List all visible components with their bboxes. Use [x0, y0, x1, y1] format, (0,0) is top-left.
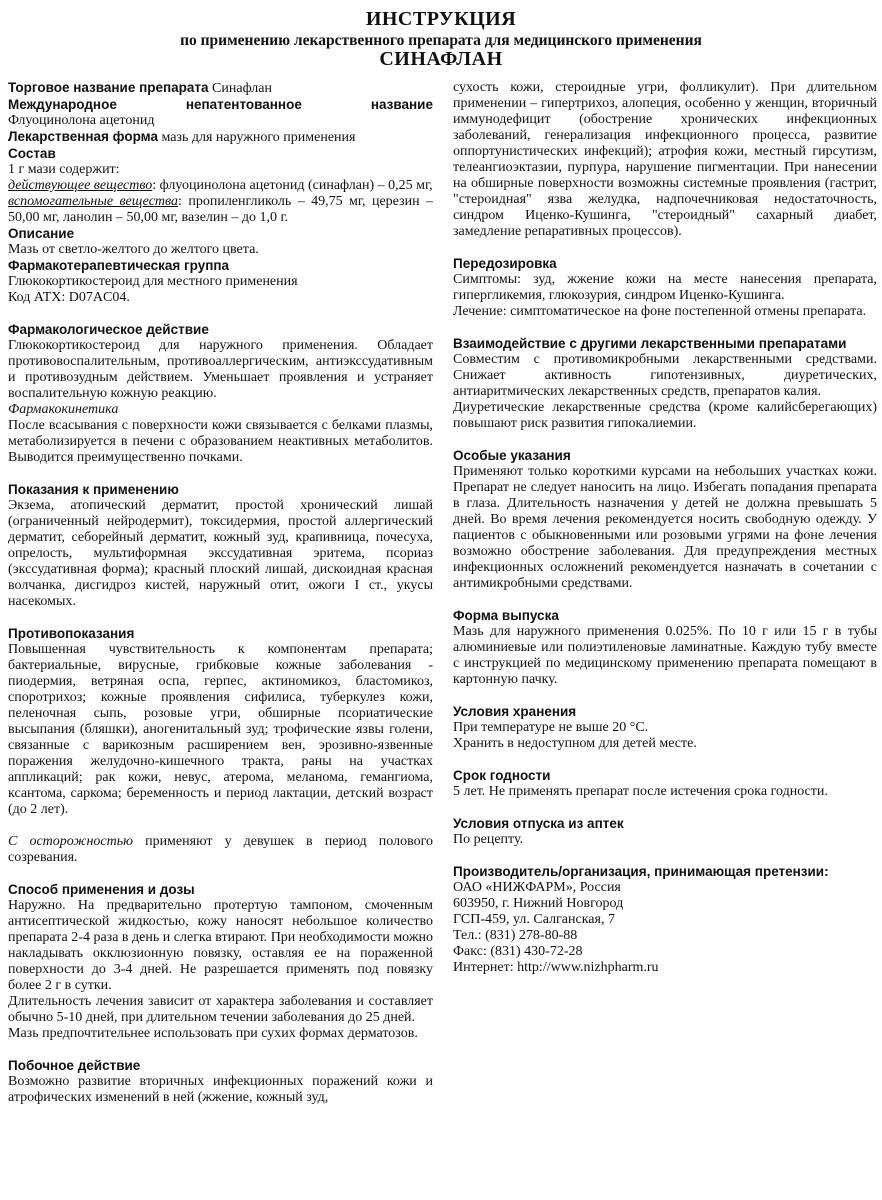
description-title: Описание [8, 226, 75, 241]
pharm-group-title: Фармакотерапевтическая группа [8, 258, 230, 273]
inn-label-row [8, 97, 433, 113]
side-effects-title: Побочное действие [8, 1058, 141, 1073]
document-title: ИНСТРУКЦИЯ [365, 8, 517, 30]
atc-code: Код АТХ: D07AC04. [8, 290, 130, 305]
contraindications-title: Противопоказания [8, 626, 135, 641]
document-subtitle: по применению лекарственного препарата для медицинского применения [180, 32, 702, 49]
dosage-title: Способ применения и дозы [8, 882, 195, 897]
pharmacology-title: Фармакологическое действие [8, 322, 209, 337]
excipients-label: вспомогательные вещества [8, 194, 179, 209]
caution-label: С осторожностью [8, 834, 133, 849]
dosage-text-2: Длительность лечения зависит от характера заболевания и составляет обычно 5-10 дней, при длительном течении заболевания до 25 дней. [8, 994, 433, 1025]
inn-label-part-2: непатентованное [185, 97, 302, 112]
caution-paragraph [8, 834, 433, 866]
excipients [8, 194, 433, 226]
manufacturer-address-1: 603950, г. Нижний Новгород [453, 896, 624, 911]
dosage-form-section [8, 129, 433, 146]
left-column [8, 80, 433, 1106]
active-substance-label: действующее вещество [8, 178, 153, 193]
dosage-form-label: Лекарственная форма [8, 129, 158, 144]
storage-text-2: Хранить в недоступном для детей месте. [453, 736, 697, 751]
dosage-text-1: Наружно. На предварительно протертую тампоном, смоченным антисептической жидкостью, кожу наносят небольшое количество препарата 2-4 раза в день и слегка втирают. При необходимости можно накладывать окклюзионную повязку, оставляя ее на пораженной поверхности до 3-4 дней. Не разрешается применять под повязку более 2 г в сутки. [8, 898, 433, 993]
indications-text: Экзема, атопический дерматит, простой хронический лишай (ограниченный нейродермит), токсидермия, простой аллергический дерматит, себорейный дерматит, кожный зуд, крапивница, почесуха, опрелость, мультиформная экссудативная эритема, псориаз (экссудативная форма); красный плоский лишай, дискоидная красная волчанка, дисгидроз кистей, наружный отит, ожоги I ст., укусы насекомых. [8, 498, 433, 609]
side-effects-text-continued: сухость кожи, стероидные угри, фолликулит). При длительном применении – гипертрихоз, алопеция, особенно у женщин, вторичный иммунодефицит (обострение хронических инфекционных заболеваний, генерализация инфекционного процесса, развитие оппортунистических инфекций); атрофия кожи, местный гирсутизм, телеангиоэктазии, пурпура, нарушение пигментации. При нанесении на обширные поверхности возможны системные проявления (гастрит, "стероидная" язва желудка, надпочечниковая недостаточность, синдром Иценко-Кушинга, "стероидный" сахарный диабет, замедление репаративных процессов). [453, 80, 877, 239]
special-instructions-title: Особые указания [453, 448, 571, 463]
manufacturer-website[interactable]: Интернет: http://www.nizhpharm.ru [453, 960, 659, 975]
shelf-life-title: Срок годности [453, 768, 551, 783]
trade-name-value: Синафлан [212, 81, 272, 96]
drug-name-heading: СИНАФЛАН [379, 48, 503, 70]
indications-title: Показания к применению [8, 482, 179, 497]
release-form-text: Мазь для наружного применения 0.025%. По 10 г или 15 г в тубы алюминиевые или полиэтиленовые ламинатные. Каждую тубу вместе с инструкцией по медицинскому применению препарата помещают в картонную пачку. [453, 624, 877, 687]
overdose-title: Передозировка [453, 256, 557, 271]
manufacturer-phone: Тел.: (831) 278-80-88 [453, 928, 578, 943]
interaction-text-2: Диуретические лекарственные средства (кроме калийсберегающих) повышают риск развития гипокалиемии. [453, 400, 877, 431]
composition-intro: 1 г мази содержит: [8, 162, 120, 177]
dispense-text: По рецепту. [453, 832, 524, 847]
storage-text-1: При температуре не выше 20 °С. [453, 720, 649, 735]
pharm-group-text: Глюкокортикостероид для местного применения [8, 274, 298, 289]
caution-text: применяют у девушек в период полового созревания. [8, 834, 433, 865]
pharmacokinetics-text: После всасывания с поверхности кожи связывается с белками плазмы, метаболизируется в печени с образованием неактивных метаболитов. Выводится преимущественно почками. [8, 418, 433, 465]
overdose-text-1: Симптомы: зуд, жжение кожи на месте нанесения препарата, гипергликемия, глюкозурия, синдром Иценко-Кушинга. [453, 272, 877, 303]
release-form-title: Форма выпуска [453, 608, 559, 623]
description-text: Мазь от светло-желтого до желтого цвета. [8, 242, 259, 257]
manufacturer-address-2: ГСП-459, ул. Салганская, 7 [453, 912, 615, 927]
right-column [453, 80, 877, 976]
active-substance [8, 178, 433, 194]
inn-value: Флуоцинолона ацетонид [8, 113, 155, 128]
dispense-title: Условия отпуска из аптек [453, 816, 624, 831]
dosage-text-3: Мазь предпочтительнее использовать при сухих формах дерматозов. [8, 1026, 418, 1041]
pharmacology-text: Глюкокортикостероид для наружного применения. Обладает противовоспалительным, противоаллергическим, антиэкссудативным и противозудным действием. Уменьшает проявления и устраняет воспалительную кожную реакцию. [8, 338, 433, 401]
contraindications-text: Повышенная чувствительность к компонентам препарата; бактериальные, вирусные, грибковые кожные заболевания - пиодермия, ветряная оспа, герпес, актиномикоз, бластомикоз, споротрихоз; кожные проявления сифилиса, туберкулез кожи, пеленочная сыпь, розовые угри, обширные псориатические высыпания (бляшки), аногенитальный зуд; трофические язвы голени, связанные с варикозным расширением вен, эрозивно-язвенные поражения желудочно-кишечного тракта, раны на участках аппликаций; рак кожи, невус, атерома, меланома, гемангиома, ксантома, саркома; беременность и период лактации, детский возраст (до 2 лет). [8, 642, 433, 817]
pharmacokinetics-title: Фармакокинетика [8, 402, 119, 417]
interaction-text-1: Совместим с противомикробными лекарственными средствами. Снижает активность гипотензивных, диуретических, антиаритмических лекарственных средств, препаратов калия. [453, 352, 877, 399]
excipients-value: : пропиленгликоль – 49,75 мг, церезин – 50,00 мг, ланолин – 50,00 мг, вазелин – до 1,0 г. [8, 194, 433, 225]
inn-label-part-1: Международное [8, 97, 117, 112]
trade-name-label: Торговое название препарата [8, 80, 209, 95]
active-substance-value: : флуоцинолона ацетонид (синафлан) – 0,25 мг, [152, 178, 433, 193]
inn-label-part-3: название [370, 97, 433, 112]
storage-title: Условия хранения [453, 704, 577, 719]
manufacturer-fax: Факс: (831) 430-72-28 [453, 944, 583, 959]
composition-title: Состав [8, 146, 56, 161]
overdose-text-2: Лечение: симптоматическое на фоне постепенной отмены препарата. [453, 304, 867, 319]
side-effects-text-start: Возможно развитие вторичных инфекционных поражений кожи и атрофических изменений в ней (жжение, кожный зуд, [8, 1074, 433, 1105]
dosage-form-value: мазь для наружного применения [161, 130, 356, 145]
special-instructions-text: Применяют только короткими курсами на небольших участках кожи. Препарат не следует наносить на лицо. Избегать попадания препарата в глаза. Длительность назначения у детей не должна превышать 5 дней. Во время лечения рекомендуется носить свободную одежду. У пациентов с обыкновенными или розовыми угрями на фоне лечения возможно обострение заболевания. Для предупреждения местных инфекционных осложнений рекомендуется назначать в сочетании с антимикробными средствами. [453, 464, 877, 591]
trade-name-section [8, 80, 433, 97]
manufacturer-title: Производитель/организация, принимающая претензии: [453, 864, 829, 879]
manufacturer-name: ОАО «НИЖФАРМ», Россия [453, 880, 621, 895]
interaction-title: Взаимодействие с другими лекарственными препаратами [453, 336, 847, 351]
shelf-life-text: 5 лет. Не применять препарат после истечения срока годности. [453, 784, 828, 799]
